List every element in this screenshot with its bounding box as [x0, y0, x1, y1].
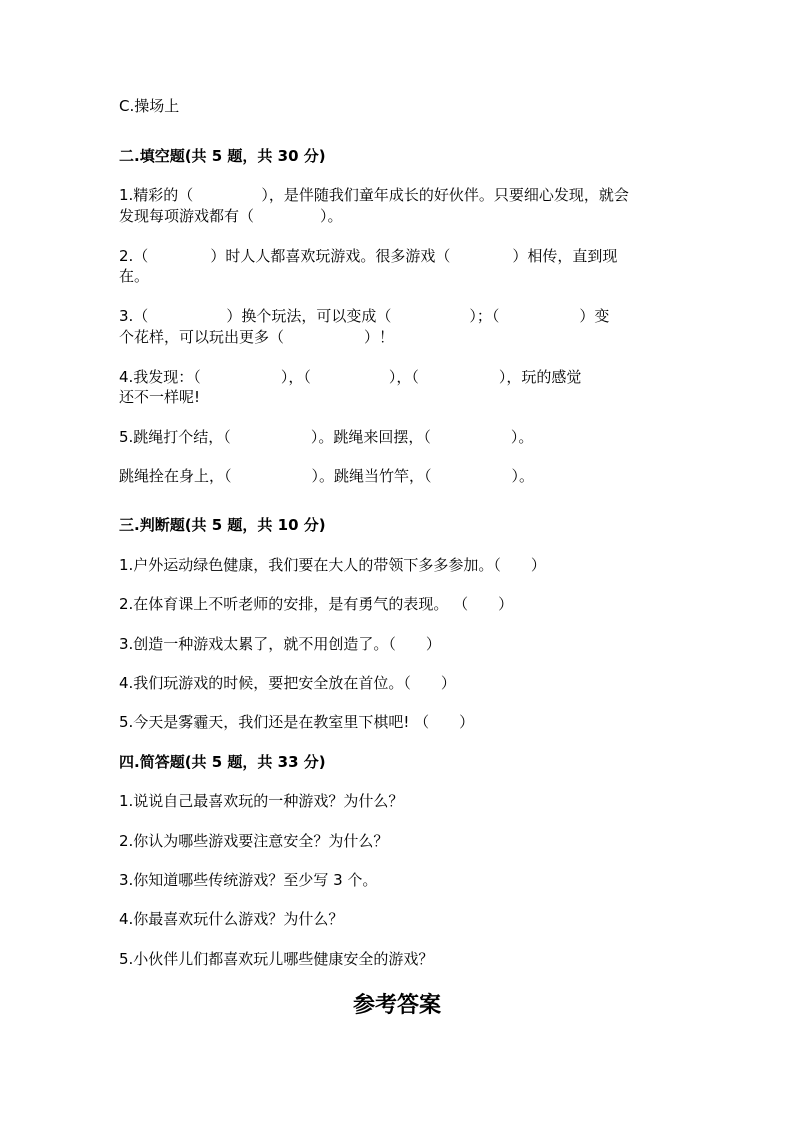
fill-q4-line2: 还不一样呢! [119, 388, 201, 406]
short-q1: 1.说说自己最喜欢玩的一种游戏？为什么？ [119, 792, 404, 810]
section-heading-short-answer: 四.简答题(共 5 题，共 33 分) [119, 753, 326, 771]
fill-q2-line1: 2.（ ）时人人都喜欢玩游戏。很多游戏（ ）相传，直到现 [119, 247, 618, 265]
short-q5: 5.小伙伴儿们都喜欢玩儿哪些健康安全的游戏？ [119, 950, 434, 968]
judge-q4: 4.我们玩游戏的时候，要把安全放在首位。（ ） [119, 674, 456, 692]
answer-key-title: 参考答案 [352, 992, 441, 1018]
fill-q3-line2: 个花样，可以玩出更多（ ）！ [119, 328, 395, 346]
fill-q5-line1: 5.跳绳打个结，（ ）。跳绳来回摆，（ ）。 [119, 428, 534, 446]
fill-q1-line1: 1.精彩的（ ），是伴随我们童年成长的好伙伴。只要细心发现，就会 [119, 186, 629, 204]
section-heading-fill-blank: 二.填空题(共 5 题，共 30 分) [119, 147, 326, 165]
short-q3: 3.你知道哪些传统游戏？至少写 3 个。 [119, 871, 378, 889]
judge-q5: 5.今天是雾霾天，我们还是在教室里下棋吧! （ ） [119, 713, 475, 731]
short-q4: 4.你最喜欢玩什么游戏？为什么？ [119, 910, 344, 928]
judge-q1: 1.户外运动绿色健康，我们要在大人的带领下多多参加。（ ） [119, 556, 546, 574]
section-heading-true-false: 三.判断题(共 5 题，共 10 分) [119, 516, 326, 534]
judge-q2: 2.在体育课上不听老师的安排，是有勇气的表现。 （ ） [119, 595, 514, 613]
fill-q2-line2: 在。 [119, 267, 150, 285]
short-q2: 2.你认为哪些游戏要注意安全？为什么？ [119, 832, 389, 850]
judge-q3: 3.创造一种游戏太累了，就不用创造了。（ ） [119, 635, 441, 653]
fill-q1-line2: 发现每项游戏都有（ ）。 [119, 207, 343, 225]
fill-q4-line1: 4.我发现：（ ），（ ），（ ），玩的感觉 [119, 368, 582, 386]
fill-q3-line1: 3.（ ）换个玩法，可以变成（ ）；（ ）变 [119, 307, 610, 325]
option-c: C.操场上 [119, 97, 180, 115]
fill-q5-line2: 跳绳拴在身上，（ ）。跳绳当竹竿，（ ）。 [119, 467, 535, 485]
